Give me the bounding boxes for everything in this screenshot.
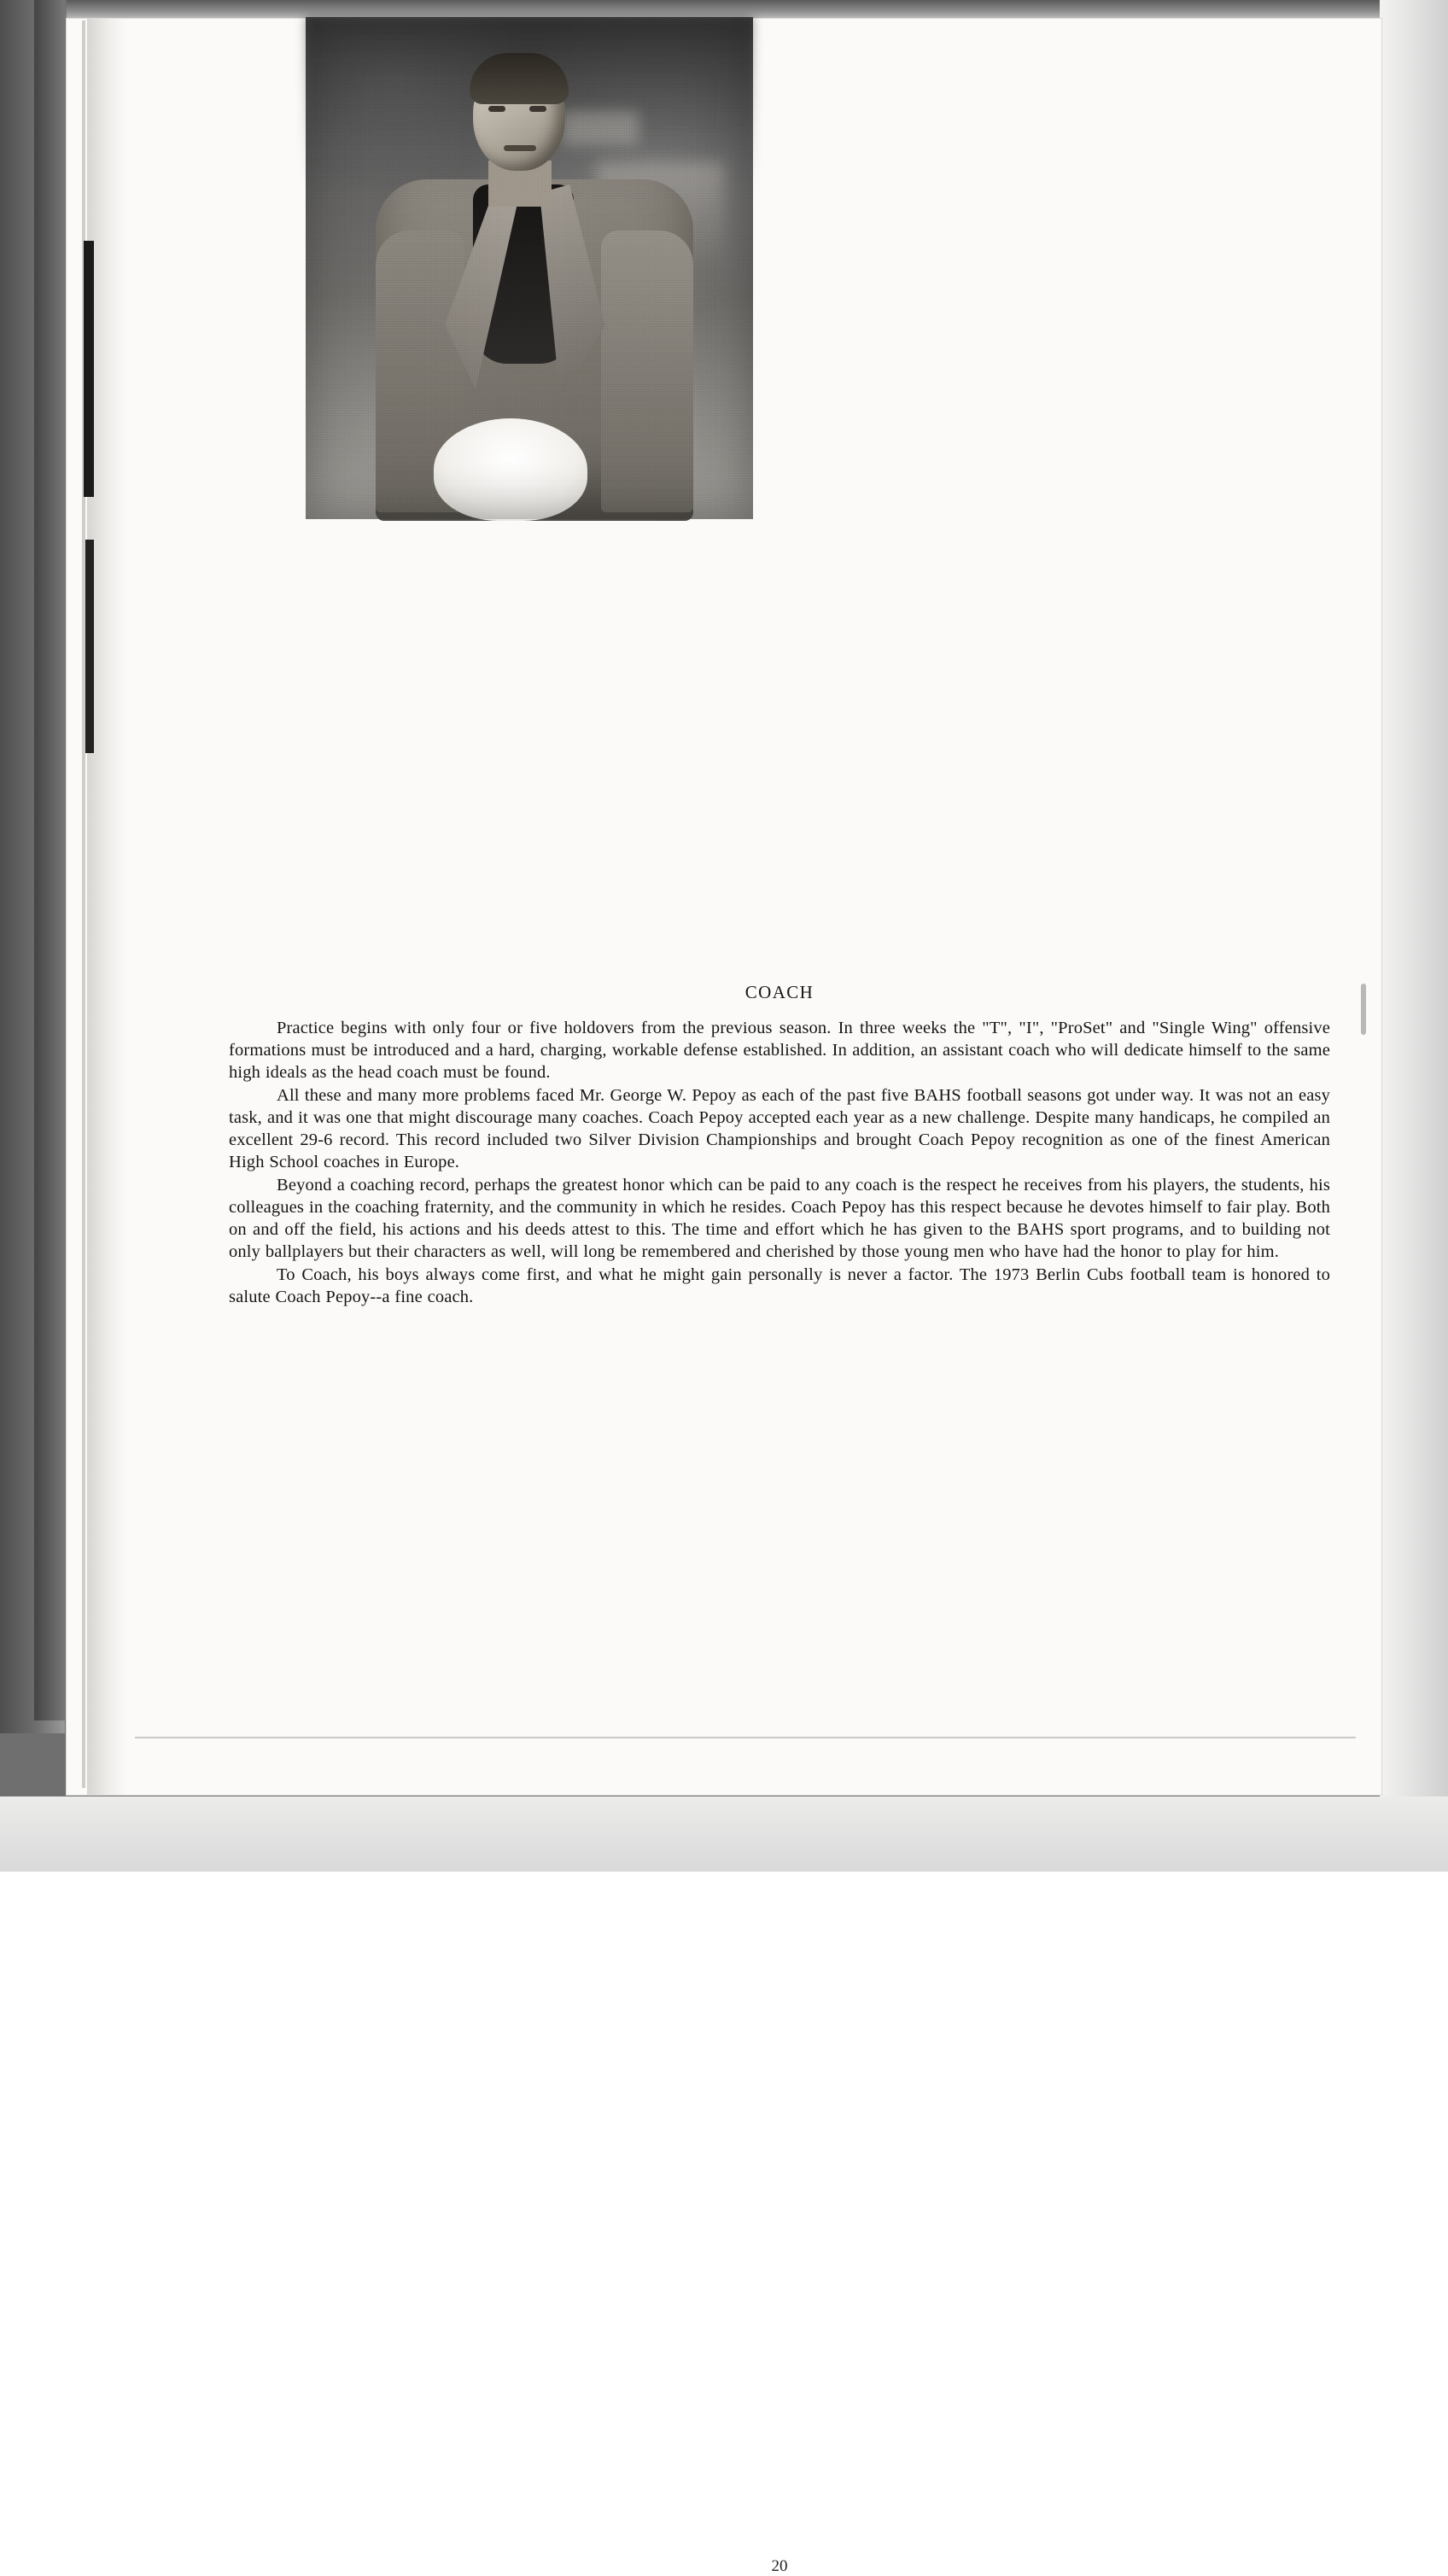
photograph-grain bbox=[306, 17, 753, 519]
paragraph: To Coach, his boys always come first, and what he might gain personally is never a factor. The 1973 Berlin Cubs football team is honored to salute Coach Pepoy--a fine coach. bbox=[229, 1265, 1330, 1306]
paragraph: All these and many more problems faced Mr. George W. Pepoy as each of the past five BAHS football seasons got under way. It was not an easy task, and it was one that might discourage many coaches. Coach Pepoy accepted each year as a new challenge. Despite many handicaps, he compiled an excellent 29-6 record. This record included two Silver Division Championships and brought Coach Pepoy recognition as one of the finest American High School coaches in Europe. bbox=[229, 1086, 1330, 1171]
gutter-black-mark-lower bbox=[85, 540, 94, 753]
page-edge-speck bbox=[1361, 984, 1366, 1035]
paragraph: Practice begins with only four or five holdovers from the previous season. In three weeks the "T", "I", "ProSet" and "Single Wing" offensive formations must be introduced and a hard, charging, workable defense established. In addition, an assistant coach who will dedicate himself to the same high ideals as the head coach must be found. bbox=[229, 1019, 1330, 1082]
article-body bbox=[229, 982, 1330, 2575]
scan-top-edge bbox=[0, 0, 1448, 19]
page-bottom-rule bbox=[135, 1737, 1356, 1738]
scan-right-edge bbox=[1380, 0, 1448, 1872]
gutter-black-mark-upper bbox=[84, 241, 94, 497]
paper-sheet bbox=[67, 19, 1381, 2575]
scan-left-edge-inner bbox=[34, 0, 67, 1720]
page-title: COACH bbox=[744, 982, 814, 1002]
page-number: 20 bbox=[771, 2557, 788, 2575]
coach-photograph bbox=[306, 17, 753, 519]
paragraph: Beyond a coaching record, perhaps the greatest honor which can be paid to any coach is the respect he receives from his players, the students, his colleagues in the coaching fraternity, and the community in which he resides. Coach Pepoy has this respect because he devotes himself to fair play. Both on and off the field, his actions and his deeds attest to this. The time and effort which he has given to the BAHS sport programs, and to building not only ballplayers but their characters as well, will long be remembered and cherished by those young men who have had the honor to play for him. bbox=[229, 1176, 1330, 1261]
scan-bottom-edge bbox=[0, 1796, 1448, 1872]
